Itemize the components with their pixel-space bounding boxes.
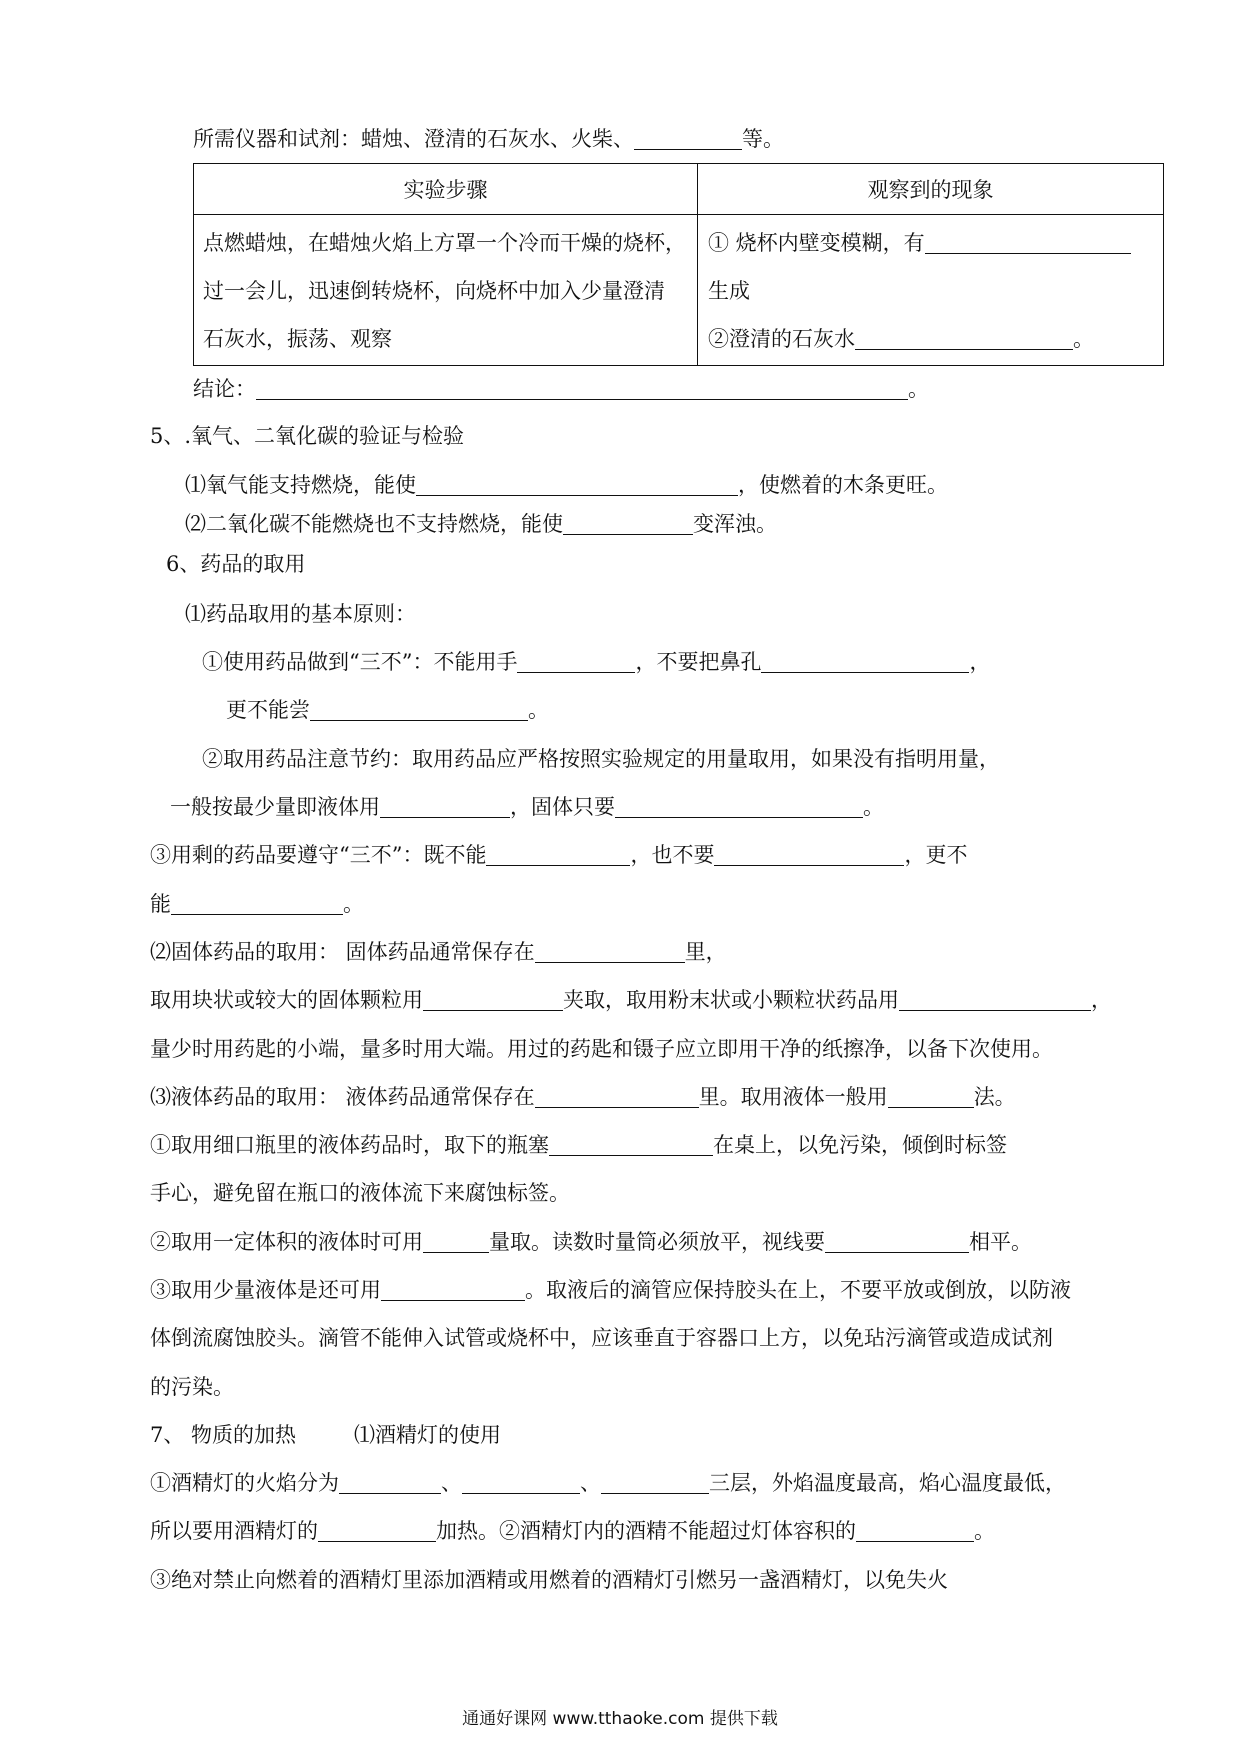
blank[interactable] [318,1519,436,1542]
s6-r3-d: 能 [150,892,171,916]
s6-r1-c: ， [969,650,991,674]
s6-r3-e: 。 [343,892,364,916]
s7-a4: 三层，外焰温度最高，焰心温度最低， [709,1471,1066,1495]
s6-p1: ⑴药品取用的基本原则： [185,602,416,626]
blank[interactable] [381,1278,525,1301]
s7-b2: 加热。②酒精灯内的酒精不能超过灯体容积的 [436,1519,856,1543]
obs-line-3-end: 。 [1073,327,1094,351]
blank[interactable] [423,1230,489,1253]
s5-title: 5、.氧气、二氧化碳的验证与检验 [150,424,465,448]
s5-line-1 [185,470,948,500]
blank[interactable] [634,127,742,150]
s6-r3-b: ，也不要 [630,843,715,867]
s6-q2-line [150,1227,1032,1257]
s6-p2-a: ⑵固体药品的取用： 固体药品通常保存在 [150,940,535,964]
s5-l1-b: ，使燃着的木条更旺。 [738,473,948,497]
steps-line-2: 过一会儿，迅速倒转烧杯，向烧杯中加入少量澄清 [203,279,665,303]
s6-p3-a: ⑶液体药品的取用： 液体药品通常保存在 [150,1085,535,1109]
s6-title: 6、药品的取用 [166,552,306,576]
s6-r2-line1: ②取用药品注意节约：取用药品应严格按照实验规定的用量取用，如果没有指明用量， [202,747,1000,771]
s6-q3-a: ③取用少量液体是还可用 [150,1278,381,1302]
s6-r1-a: ①使用药品做到“三不”：不能用手 [202,650,518,674]
s6-q1-a: ①取用细口瓶里的液体药品时，取下的瓶塞 [150,1133,549,1157]
s6-p3-line [150,1082,1016,1112]
s6-p3-c: 法。 [973,1085,1016,1109]
steps-line-3: 石灰水，振荡、观察 [203,327,392,351]
intro-line [193,124,784,154]
s7-title: 7、 物质的加热 [150,1423,297,1447]
s6-q1-line2: 手心，避免留在瓶口的液体流下来腐蚀标签。 [150,1181,570,1205]
blank[interactable] [761,650,969,673]
s6-p2-line1 [150,937,727,967]
s5-l1-a: ⑴氧气能支持燃烧，能使 [185,473,416,497]
intro-text: 所需仪器和试剂：蜡烛、澄清的石灰水、火柴、 [193,127,634,151]
blank[interactable] [486,843,630,866]
blank[interactable] [856,1519,974,1542]
s6-r1-line1 [202,647,990,677]
s6-p2-c: 取用块状或较大的固体颗粒用 [150,988,423,1012]
intro-after: 等。 [742,127,784,151]
s6-q3-b: 。取液后的滴管应保持胶头在上，不要平放或倒放，以防液 [525,1278,1071,1302]
s6-q2-b: 量取。读数时量筒必须放平，视线要 [489,1230,825,1254]
s5-l2-a: ⑵二氧化碳不能燃烧也不支持燃烧，能使 [185,512,563,536]
s6-r2-b: 一般按最少量即液体用 [170,795,380,819]
s6-r2-c: ，固体只要 [510,795,615,819]
s6-p2-b: 里， [684,940,727,964]
s6-r1-d: 更不能尝 [226,698,310,722]
blank[interactable] [423,988,563,1011]
blank[interactable] [310,698,528,721]
blank[interactable] [825,1230,969,1253]
blank[interactable] [171,892,343,915]
s7-title-line [150,1420,501,1450]
s6-r3-line2 [150,889,364,919]
s5-line-2 [185,509,777,539]
blank[interactable] [535,1085,699,1108]
s7-a2: 、 [441,1471,462,1495]
page-footer: 通通好课网 www.tthaoke.com 提供下载 [462,1709,778,1729]
s6-r3-c: ，更不 [904,843,968,867]
s7-a1: ①酒精灯的火焰分为 [150,1471,339,1495]
s6-r1-b: ，不要把鼻孔 [635,650,762,674]
blank[interactable] [563,512,693,535]
blank[interactable] [601,1471,709,1494]
s6-r1-line2 [226,695,549,725]
blank[interactable] [615,795,863,818]
s6-r2-line2 [170,792,884,822]
s7-line-2 [150,1516,995,1546]
obs-line-3-text: ②澄清的石灰水 [708,327,855,351]
s6-q3-line3: 的污染。 [150,1375,234,1399]
s6-q2-a: ②取用一定体积的液体时可用 [150,1230,423,1254]
blank[interactable] [549,1133,713,1156]
s6-p2-line3: 量少时用药匙的小端，量多时用大端。用过的药匙和镊子应立即用干净的纸擦净，以备下次使用。 [150,1037,1053,1061]
header-steps: 实验步骤 [194,164,698,215]
blank[interactable] [925,231,1131,254]
s6-p2-line2 [150,985,1112,1015]
blank[interactable] [535,940,685,963]
obs-line-3 [708,324,1094,354]
s7-b3: 。 [974,1519,995,1543]
conclusion-line [193,374,929,404]
blank[interactable] [416,473,738,496]
obs-line-1 [708,228,1131,258]
obs-line-2: 生成 [708,279,750,303]
header-observe: 观察到的现象 [698,164,1164,215]
s7-line-1 [150,1468,1066,1498]
conclusion-end: 。 [908,377,929,401]
blank[interactable] [855,327,1073,350]
s7-b1: 所以要用酒精灯的 [150,1519,318,1543]
blank[interactable] [462,1471,580,1494]
conclusion-label: 结论： [193,377,256,401]
s6-q3-line2: 体倒流腐蚀胶头。滴管不能伸入试管或烧杯中，应该垂直于容器口上方，以免玷污滴管或造成试剂 [150,1326,1053,1350]
s7-sub: ⑴酒精灯的使用 [354,1423,502,1447]
blank[interactable] [888,1085,974,1108]
s6-r3-a: ③用剩的药品要遵守“三不”：既不能 [150,843,487,867]
blank[interactable] [714,843,904,866]
s5-l2-b: 变浑浊。 [693,512,777,536]
steps-line-1: 点燃蜡烛，在蜡烛火焰上方罩一个冷而干燥的烧杯， [203,231,686,255]
s6-p2-d: 夹取，取用粉末状或小颗粒状药品用 [563,988,899,1012]
s6-p2-e: ， [1091,988,1112,1012]
s7-line-3: ③绝对禁止向燃着的酒精灯里添加酒精或用燃着的酒精灯引燃另一盏酒精灯，以免失火 [150,1568,948,1592]
blank[interactable] [339,1471,441,1494]
blank[interactable] [256,377,908,400]
s6-r3-line1 [150,840,967,870]
s6-q2-c: 相平。 [969,1230,1032,1254]
s7-a3: 、 [580,1471,601,1495]
s6-r1-e: 。 [528,698,549,722]
s6-p3-b: 里。取用液体一般用 [698,1085,888,1109]
blank[interactable] [899,988,1091,1011]
s6-q1-b: 在桌上，以免污染，倾倒时标签 [713,1133,1007,1157]
s6-r2-d: 。 [863,795,884,819]
blank[interactable] [380,795,510,818]
s6-q3-line1 [150,1275,1071,1305]
s6-q1-line1 [150,1130,1007,1160]
blank[interactable] [517,650,635,673]
obs-line-1-text: ① 烧杯内壁变模糊，有 [708,231,925,255]
